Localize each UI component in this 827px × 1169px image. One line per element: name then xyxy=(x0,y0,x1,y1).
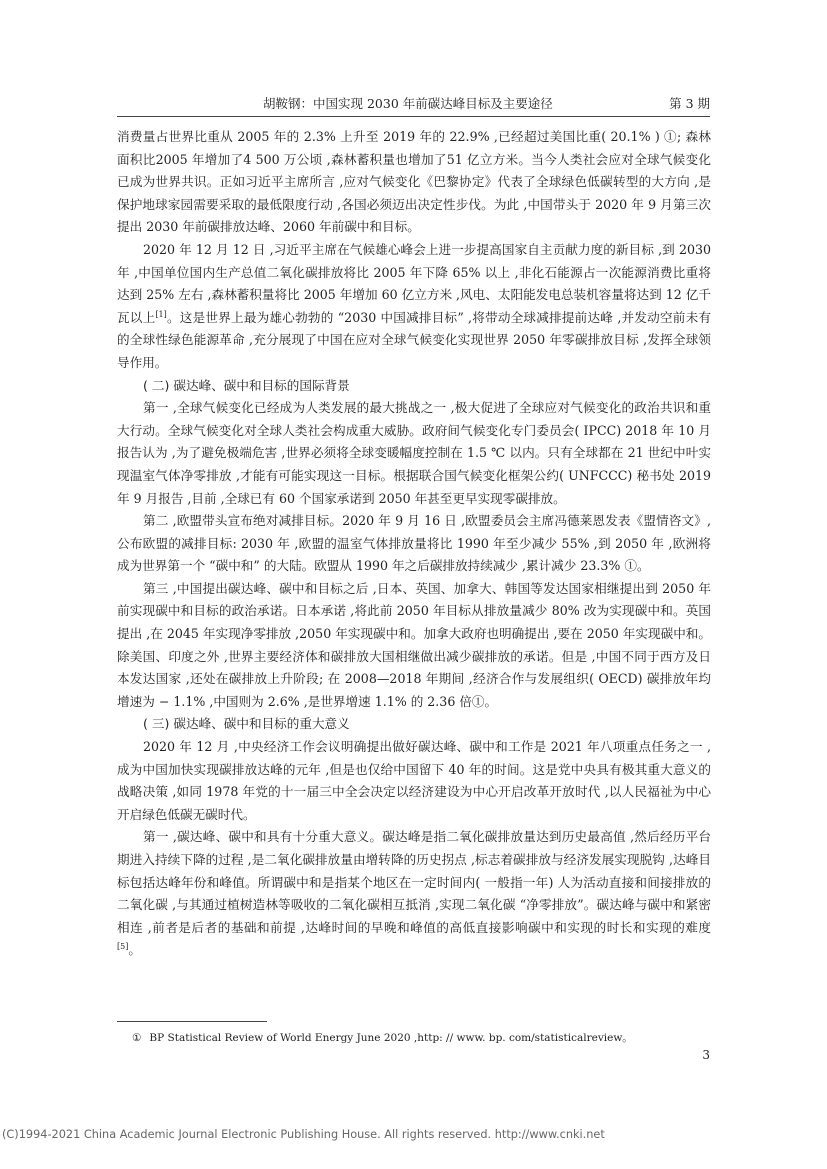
reference-marker: [5] xyxy=(117,942,129,952)
copyright-notice: (C)1994-2021 China Academic Journal Electronic Publishing House. All rights reserved. http://www.cnki.net xyxy=(2,1128,605,1141)
body-paragraph: 第一 ,全球气候变化已经成为人类发展的最大挑战之一 ,极大促进了全球应对气候变化的政治共识和重大行动。全球气候变化对全球人类社会构成重大威胁。政府间气候变化专门委员会( IPCC) 2018 年 10 月报告认为 ,为了避免极端危害 ,世界必须将全球变暖幅度控制在 1.5 ℃ 以内。只有全球都在 21 世纪中叶实现温室气体净零排放 ,才能有可能实现这一目标。根据联合国气候变化框架公约( UNFCCC) 秘书处 2019 年 9 月报告 ,目前 ,全球已有 60 个国家承诺到 2050 年甚至更早实现零碳排放。 xyxy=(117,400,711,506)
footnote-text: BP Statistical Review of World Energy June 2020 ,http: // www. bp. com/statisticalreview。 xyxy=(149,1032,633,1044)
body-paragraph: 第一 ,碳达峰、碳中和具有十分重大意义。碳达峰是指二氧化碳排放量达到历史最高值 ,然后经历平台期进入持续下降的过程 ,是二氧化碳排放量由增转降的历史拐点 ,标志着碳排放与经济发展实现脱钩 ,达峰目标包括达峰年份和峰值。所谓碳中和是指某个地区在一定时间内( 一般指一年) 人为活动直接和间接排放的二氧化碳 ,与其通过植树造林等吸收的二氧化碳相互抵消 ,实现二氧化碳 “净零排放”。碳达峰与碳中和紧密相连 ,前者是后者的基础和前提 ,达峰时间的早晚和峰值的高低直接影响碳中和实现的时长和实现的难度[5]。 xyxy=(117,829,711,958)
reference-marker: [1] xyxy=(155,309,167,319)
body-paragraph: 第三 ,中国提出碳达峰、碳中和目标之后 ,日本、英国、加拿大、韩国等发达国家相继提出到 2050 年前实现碳中和目标的政治承诺。日本承诺 ,将此前 2050 年目标从排放量减少 80% 改为实现碳中和。英国提出 ,在 2045 年实现净零排放 ,2050 年实现碳中和。加拿大政府也明确提出 ,要在 2050 年实现碳中和。除美国、印度之外 ,世界主要经济体和碳排放大国相继做出减少碳排放的承诺。但是 ,中国不同于西方及日本发达国家 ,还处在碳排放上升阶段; 在 2008—2018 年期间 ,经济合作与发展组织( OECD) 碳排放年均增速为 − 1.1% ,中国则为 2.6% ,是世界增速 1.1% 的 2.36 倍①。 xyxy=(117,580,711,709)
footnote-divider xyxy=(117,1021,267,1022)
body-paragraph: 第二 ,欧盟带头宣布绝对减排目标。2020 年 9 月 16 日 ,欧盟委员会主席冯德莱恩发表《盟情咨文》,公布欧盟的减排目标: 2030 年 ,欧盟的温室气体排放量将比 1990 年至少减少 55% ,到 2050 年 ,欧洲将成为世界第一个 “碳中和” 的大陆。欧盟从 1990 年之后碳排放持续减少 ,累计减少 23.3% ①。 xyxy=(117,513,711,574)
header-issue-number: 第 3 期 xyxy=(669,96,710,111)
header-author-title: 胡鞍钢：中国实现 2030 年前碳达峰目标及主要途径 xyxy=(263,96,553,111)
body-paragraph: 消费量占世界比重从 2005 年的 2.3% 上升至 2019 年的 22.9% ,已经超过美国比重( 20.1% ) ①; 森林面积比2005 年增加了4 500 万公顷 ,森林蓄积量也增加了51 亿立方米。当今人类社会应对全球气候变化已成为世界共识。正如习近平主席所言 ,应对气候变化《巴黎协定》代表了全球绿色低碳转型的大方向 ,是保护地球家园需要采取的最低限度行动 ,各国必须迈出决定性步伐。为此 ,中国带头于 2020 年 9 月第三次提出 2030 年前碳排放达峰、2060 年前碳中和目标。 xyxy=(117,129,711,235)
section-heading: ( 二) 碳达峰、碳中和目标的国际背景 xyxy=(143,377,350,393)
running-header xyxy=(117,94,710,117)
page-number: 3 xyxy=(702,1048,710,1062)
footnote-mark: ① xyxy=(132,1032,142,1044)
article-body xyxy=(117,126,711,962)
footnote xyxy=(132,1030,712,1046)
body-paragraph: 2020 年 12 月 12 日 ,习近平主席在气候雄心峰会上进一步提高国家自主贡献力度的新目标 ,到 2030 年 ,中国单位国内生产总值二氧化碳排放将比 2005 年下降 65% 以上 ,非化石能源占一次能源消费比重将达到 25% 左右 ,森林蓄积量将比 2005 年增加 60 亿立方米 ,风电、太阳能发电总装机容量将达到 12 亿千瓦以上[1]。这是世界上最为雄心勃勃的 “2030 中国减排目标” ,将带动全球减排提前达峰 ,并发动空前未有的全球性绿色能源革命 ,充分展现了中国在应对全球气候变化实现世界 2050 年零碳排放目标 ,发挥全球领导作用。 xyxy=(117,241,711,370)
section-heading: ( 三) 碳达峰、碳中和目标的重大意义 xyxy=(143,716,350,732)
body-paragraph: 2020 年 12 月 ,中央经济工作会议明确提出做好碳达峰、碳中和工作是 2021 年八项重点任务之一 ,成为中国加快实现碳排放达峰的元年 ,但是也仅给中国留下 40 年的时间。这是党中央具有极其重大意义的战略决策 ,如同 1978 年党的十一届三中全会决定以经济建设为中心开启改革开放时代 ,以人民福祉为中心开启绿色低碳无碳时代。 xyxy=(117,739,711,822)
